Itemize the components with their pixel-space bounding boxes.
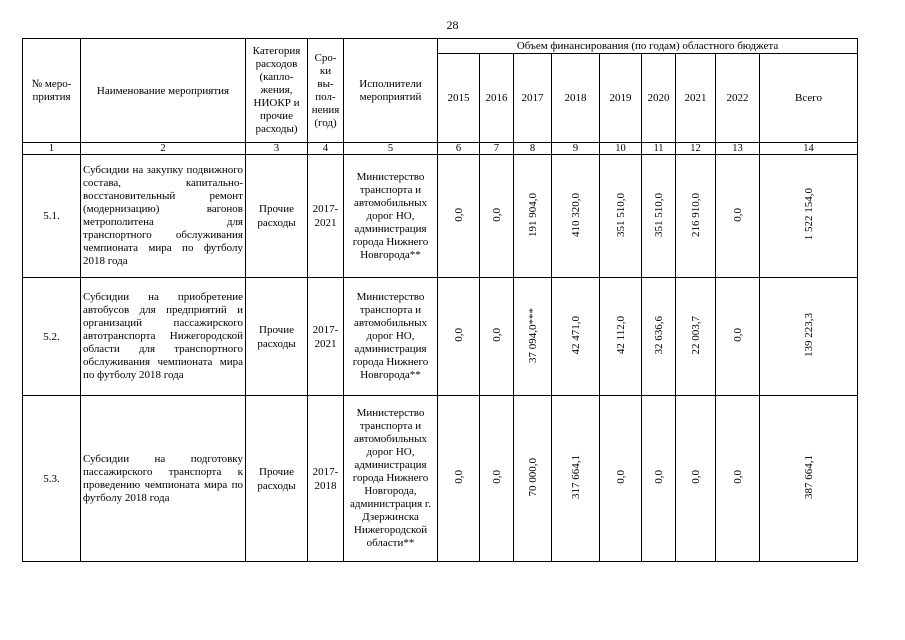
row-total: 139 223,3 xyxy=(760,278,858,396)
row-value: 0,0 xyxy=(438,155,480,278)
header-year: 2020 xyxy=(642,54,676,143)
row-total: 387 664,1 xyxy=(760,396,858,562)
row-value: 0,0 xyxy=(716,396,760,562)
column-number: 2 xyxy=(81,143,246,155)
row-value: 0,0 xyxy=(716,155,760,278)
row-value: 22 003,7 xyxy=(676,278,716,396)
column-number: 6 xyxy=(438,143,480,155)
column-number: 1 xyxy=(23,143,81,155)
column-number: 11 xyxy=(642,143,676,155)
row-value: 32 636,6 xyxy=(642,278,676,396)
header-year: 2021 xyxy=(676,54,716,143)
row-value: 216 910,0 xyxy=(676,155,716,278)
column-number: 5 xyxy=(344,143,438,155)
row-value: 351 510,0 xyxy=(600,155,642,278)
row-value: 0,0 xyxy=(716,278,760,396)
header-year: 2015 xyxy=(438,54,480,143)
row-value: 0,0 xyxy=(480,155,514,278)
row-value: 410 320,0 xyxy=(552,155,600,278)
row-number: 5.1. xyxy=(23,155,81,278)
row-value: 42 112,0 xyxy=(600,278,642,396)
header-num: № меро- приятия xyxy=(23,39,81,143)
row-value: 0,0 xyxy=(676,396,716,562)
table-row xyxy=(23,155,858,278)
column-number: 8 xyxy=(514,143,552,155)
funding-table xyxy=(22,38,858,562)
column-number: 13 xyxy=(716,143,760,155)
row-term: 2017- 2018 xyxy=(308,396,344,562)
column-number: 12 xyxy=(676,143,716,155)
row-value: 0,0 xyxy=(642,396,676,562)
row-value: 0,0 xyxy=(480,396,514,562)
row-name: Субсидии на приобретение автобусов для предприятий и организаций пассажирского автотранспорта Нижегородской области для транспортного обслуживания чемпионата мира по футболу 2018 года xyxy=(81,278,246,396)
header-executors: Исполнители мероприятий xyxy=(344,39,438,143)
row-value: 317 664,1 xyxy=(552,396,600,562)
row-name: Субсидии на подготовку пассажирского транспорта к проведению чемпионата мира по футболу 2018 года xyxy=(81,396,246,562)
row-executors: Министерство транспорта и автомобильных дорог НО, администрация города Нижнего Новгорода, администрация г. Дзержинска Нижегородской области** xyxy=(344,396,438,562)
row-category: Прочие расходы xyxy=(246,396,308,562)
row-value: 0,0 xyxy=(438,396,480,562)
row-total: 1 522 154,0 xyxy=(760,155,858,278)
row-term: 2017- 2021 xyxy=(308,278,344,396)
column-number: 3 xyxy=(246,143,308,155)
header-term: Сро- ки вы- пол- нения (год) xyxy=(308,39,344,143)
row-value: 0,0 xyxy=(600,396,642,562)
header-year: 2022 xyxy=(716,54,760,143)
row-name: Субсидии на закупку подвижного состава, капитально-восстановительный ремонт (модернизацию) вагонов метрополитена для транспортного обслуживания чемпионата мира по футболу 2018 года xyxy=(81,155,246,278)
table-row xyxy=(23,278,858,396)
row-value: 191 904,0 xyxy=(514,155,552,278)
header-name: Наименование мероприятия xyxy=(81,39,246,143)
row-executors: Министерство транспорта и автомобильных дорог НО, администрация города Нижнего Новгорода** xyxy=(344,278,438,396)
header-year: 2017 xyxy=(514,54,552,143)
header-total: Всего xyxy=(760,54,858,143)
header-category: Категория расходов (капло- жения, НИОКР и прочие расходы) xyxy=(246,39,308,143)
column-number: 14 xyxy=(760,143,858,155)
column-number: 9 xyxy=(552,143,600,155)
row-value: 0,0 xyxy=(438,278,480,396)
row-value: 351 510,0 xyxy=(642,155,676,278)
header-year: 2016 xyxy=(480,54,514,143)
column-numbers-row xyxy=(23,143,858,155)
column-number: 4 xyxy=(308,143,344,155)
row-number: 5.2. xyxy=(23,278,81,396)
row-category: Прочие расходы xyxy=(246,278,308,396)
header-year: 2019 xyxy=(600,54,642,143)
row-number: 5.3. xyxy=(23,396,81,562)
header-funding-group: Объем финансирования (по годам) областного бюджета xyxy=(438,39,858,54)
column-number: 7 xyxy=(480,143,514,155)
row-value: 42 471,0 xyxy=(552,278,600,396)
row-category: Прочие расходы xyxy=(246,155,308,278)
table-row xyxy=(23,396,858,562)
column-number: 10 xyxy=(600,143,642,155)
row-value: 0,0 xyxy=(480,278,514,396)
page-number: 28 xyxy=(446,18,459,32)
header-year: 2018 xyxy=(552,54,600,143)
row-executors: Министерство транспорта и автомобильных дорог НО, администрация города Нижнего Новгорода** xyxy=(344,155,438,278)
row-value: 70 000,0 xyxy=(514,396,552,562)
row-term: 2017- 2021 xyxy=(308,155,344,278)
row-value: 37 094,0*** xyxy=(514,278,552,396)
